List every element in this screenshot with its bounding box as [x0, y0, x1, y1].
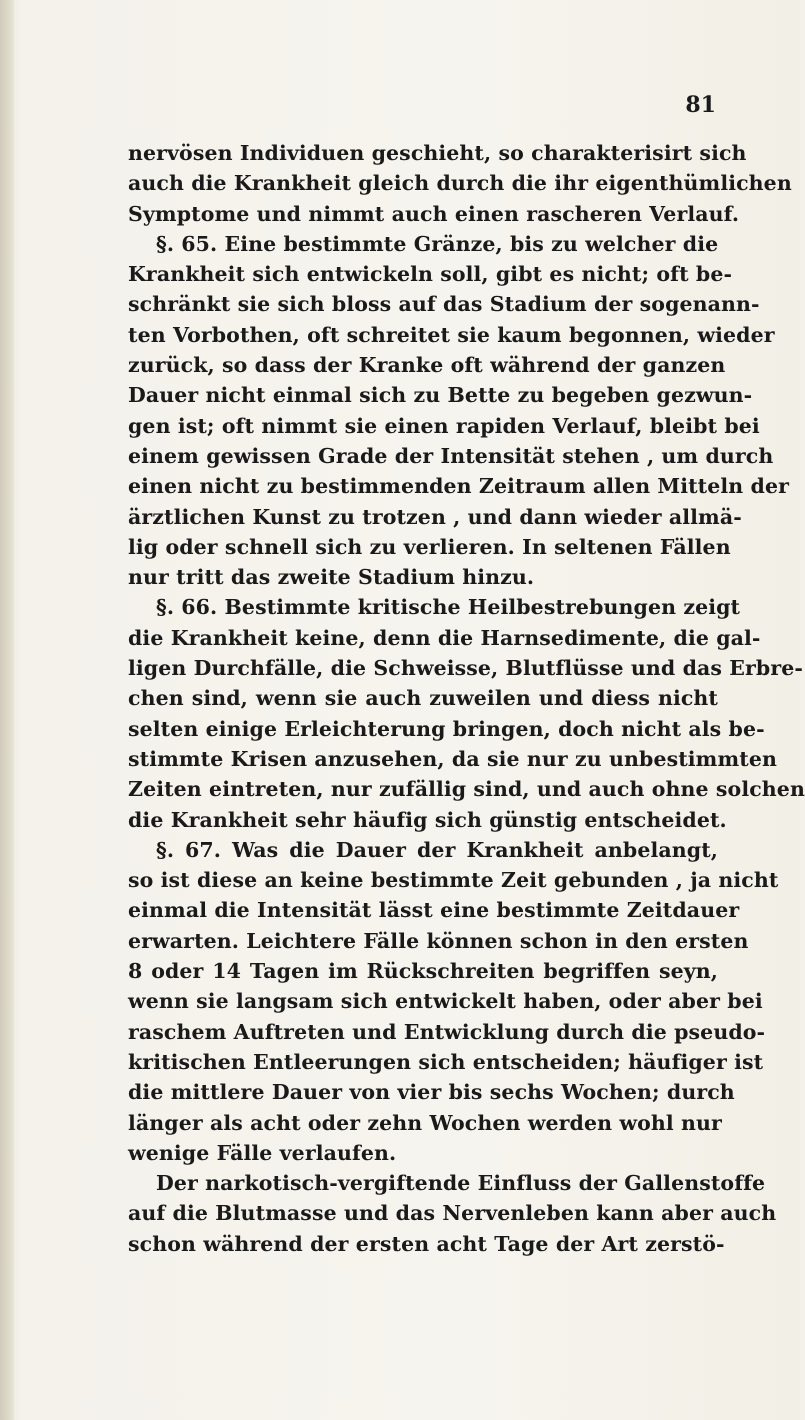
- paragraph: [128, 138, 792, 229]
- paragraph: [128, 1168, 777, 1259]
- text-line: länger als acht oder zehn Wochen werden wohl nur: [128, 1110, 722, 1135]
- text-line: Der narkotisch-vergiftende Einfluss der Gallenstoffe: [156, 1171, 766, 1196]
- text-line: die Krankheit keine, denn die Harnsedimente, die gal-: [128, 625, 761, 650]
- text-line: erwarten. Leichtere Fälle können schon in den ersten: [128, 928, 749, 953]
- text-line: die Krankheit sehr häufig sich günstig entscheidet.: [128, 807, 727, 832]
- text-line: wenige Fälle verlaufen.: [128, 1140, 397, 1165]
- text-line: einen nicht zu bestimmenden Zeitraum allen Mitteln der: [128, 474, 789, 499]
- text-line: §. 65. Eine bestimmte Gränze, bis zu welcher die: [156, 231, 719, 256]
- text-line: wenn sie langsam sich entwickelt haben, oder aber bei: [128, 989, 763, 1014]
- text-line: auf die Blutmasse und das Nervenleben kann aber auch: [128, 1201, 777, 1226]
- text-line: schränkt sie sich bloss auf das Stadium der sogenann-: [128, 292, 760, 317]
- text-line: raschem Auftreten und Entwicklung durch die pseudo-: [128, 1019, 766, 1044]
- text-line: kritischen Entleerungen sich entscheiden; häufiger ist: [128, 1049, 764, 1074]
- text-line: Krankheit sich entwickeln soll, gibt es nicht; oft be-: [128, 262, 733, 287]
- text-line: chen sind, wenn sie auch zuweilen und diess nicht: [128, 686, 718, 711]
- text-line: 8 oder 14 Tagen im Rückschreiten begriffen seyn,: [128, 959, 718, 984]
- paragraph: [128, 592, 805, 834]
- text-line: auch die Krankheit gleich durch die ihr eigenthümlichen: [128, 171, 792, 196]
- text-line: nur tritt das zweite Stadium hinzu.: [128, 565, 535, 590]
- text-line: schon während der ersten acht Tage der Art zerstö-: [128, 1231, 725, 1256]
- text-line: zurück, so dass der Kranke oft während der ganzen: [128, 353, 726, 378]
- text-line: ärztlichen Kunst zu trotzen , und dann wieder allmä-: [128, 504, 742, 529]
- text-line: so ist diese an keine bestimmte Zeit gebunden , ja nicht: [128, 868, 779, 893]
- text-line: ligen Durchfälle, die Schweisse, Blutflüsse und das Erbre-: [128, 656, 803, 681]
- paragraph: [128, 835, 779, 1168]
- text-line: Symptome und nimmt auch einen rascheren Verlauf.: [128, 201, 740, 226]
- text-line: §. 67. Was die Dauer der Krankheit anbelangt,: [156, 837, 718, 862]
- text-line: einem gewissen Grade der Intensität stehen , um durch: [128, 443, 774, 468]
- text-line: Dauer nicht einmal sich zu Bette zu begeben gezwun-: [128, 383, 753, 408]
- text-line: lig oder schnell sich zu verlieren. In seltenen Fällen: [128, 534, 731, 559]
- text-line: selten einige Erleichterung bringen, doch nicht als be-: [128, 716, 765, 741]
- text-line: gen ist; oft nimmt sie einen rapiden Verlauf, bleibt bei: [128, 413, 760, 438]
- text-line: einmal die Intensität lässt eine bestimmte Zeitdauer: [128, 898, 740, 923]
- text-line: §. 66. Bestimmte kritische Heilbestrebungen zeigt: [156, 595, 741, 620]
- page-gutter: [0, 0, 14, 1420]
- page-number: 81: [685, 92, 716, 118]
- text-line: stimmte Krisen anzusehen, da sie nur zu unbestimmten: [128, 746, 777, 771]
- paragraph: [128, 229, 789, 593]
- text-line: nervösen Individuen geschieht, so charakterisirt sich: [128, 141, 747, 165]
- text-line: die mittlere Dauer von vier bis sechs Wochen; durch: [128, 1080, 735, 1105]
- body-text: [128, 138, 805, 1259]
- text-line: Zeiten eintreten, nur zufällig sind, und auch ohne solchen: [128, 777, 805, 802]
- text-line: ten Vorbothen, oft schreitet sie kaum begonnen, wieder: [128, 322, 775, 347]
